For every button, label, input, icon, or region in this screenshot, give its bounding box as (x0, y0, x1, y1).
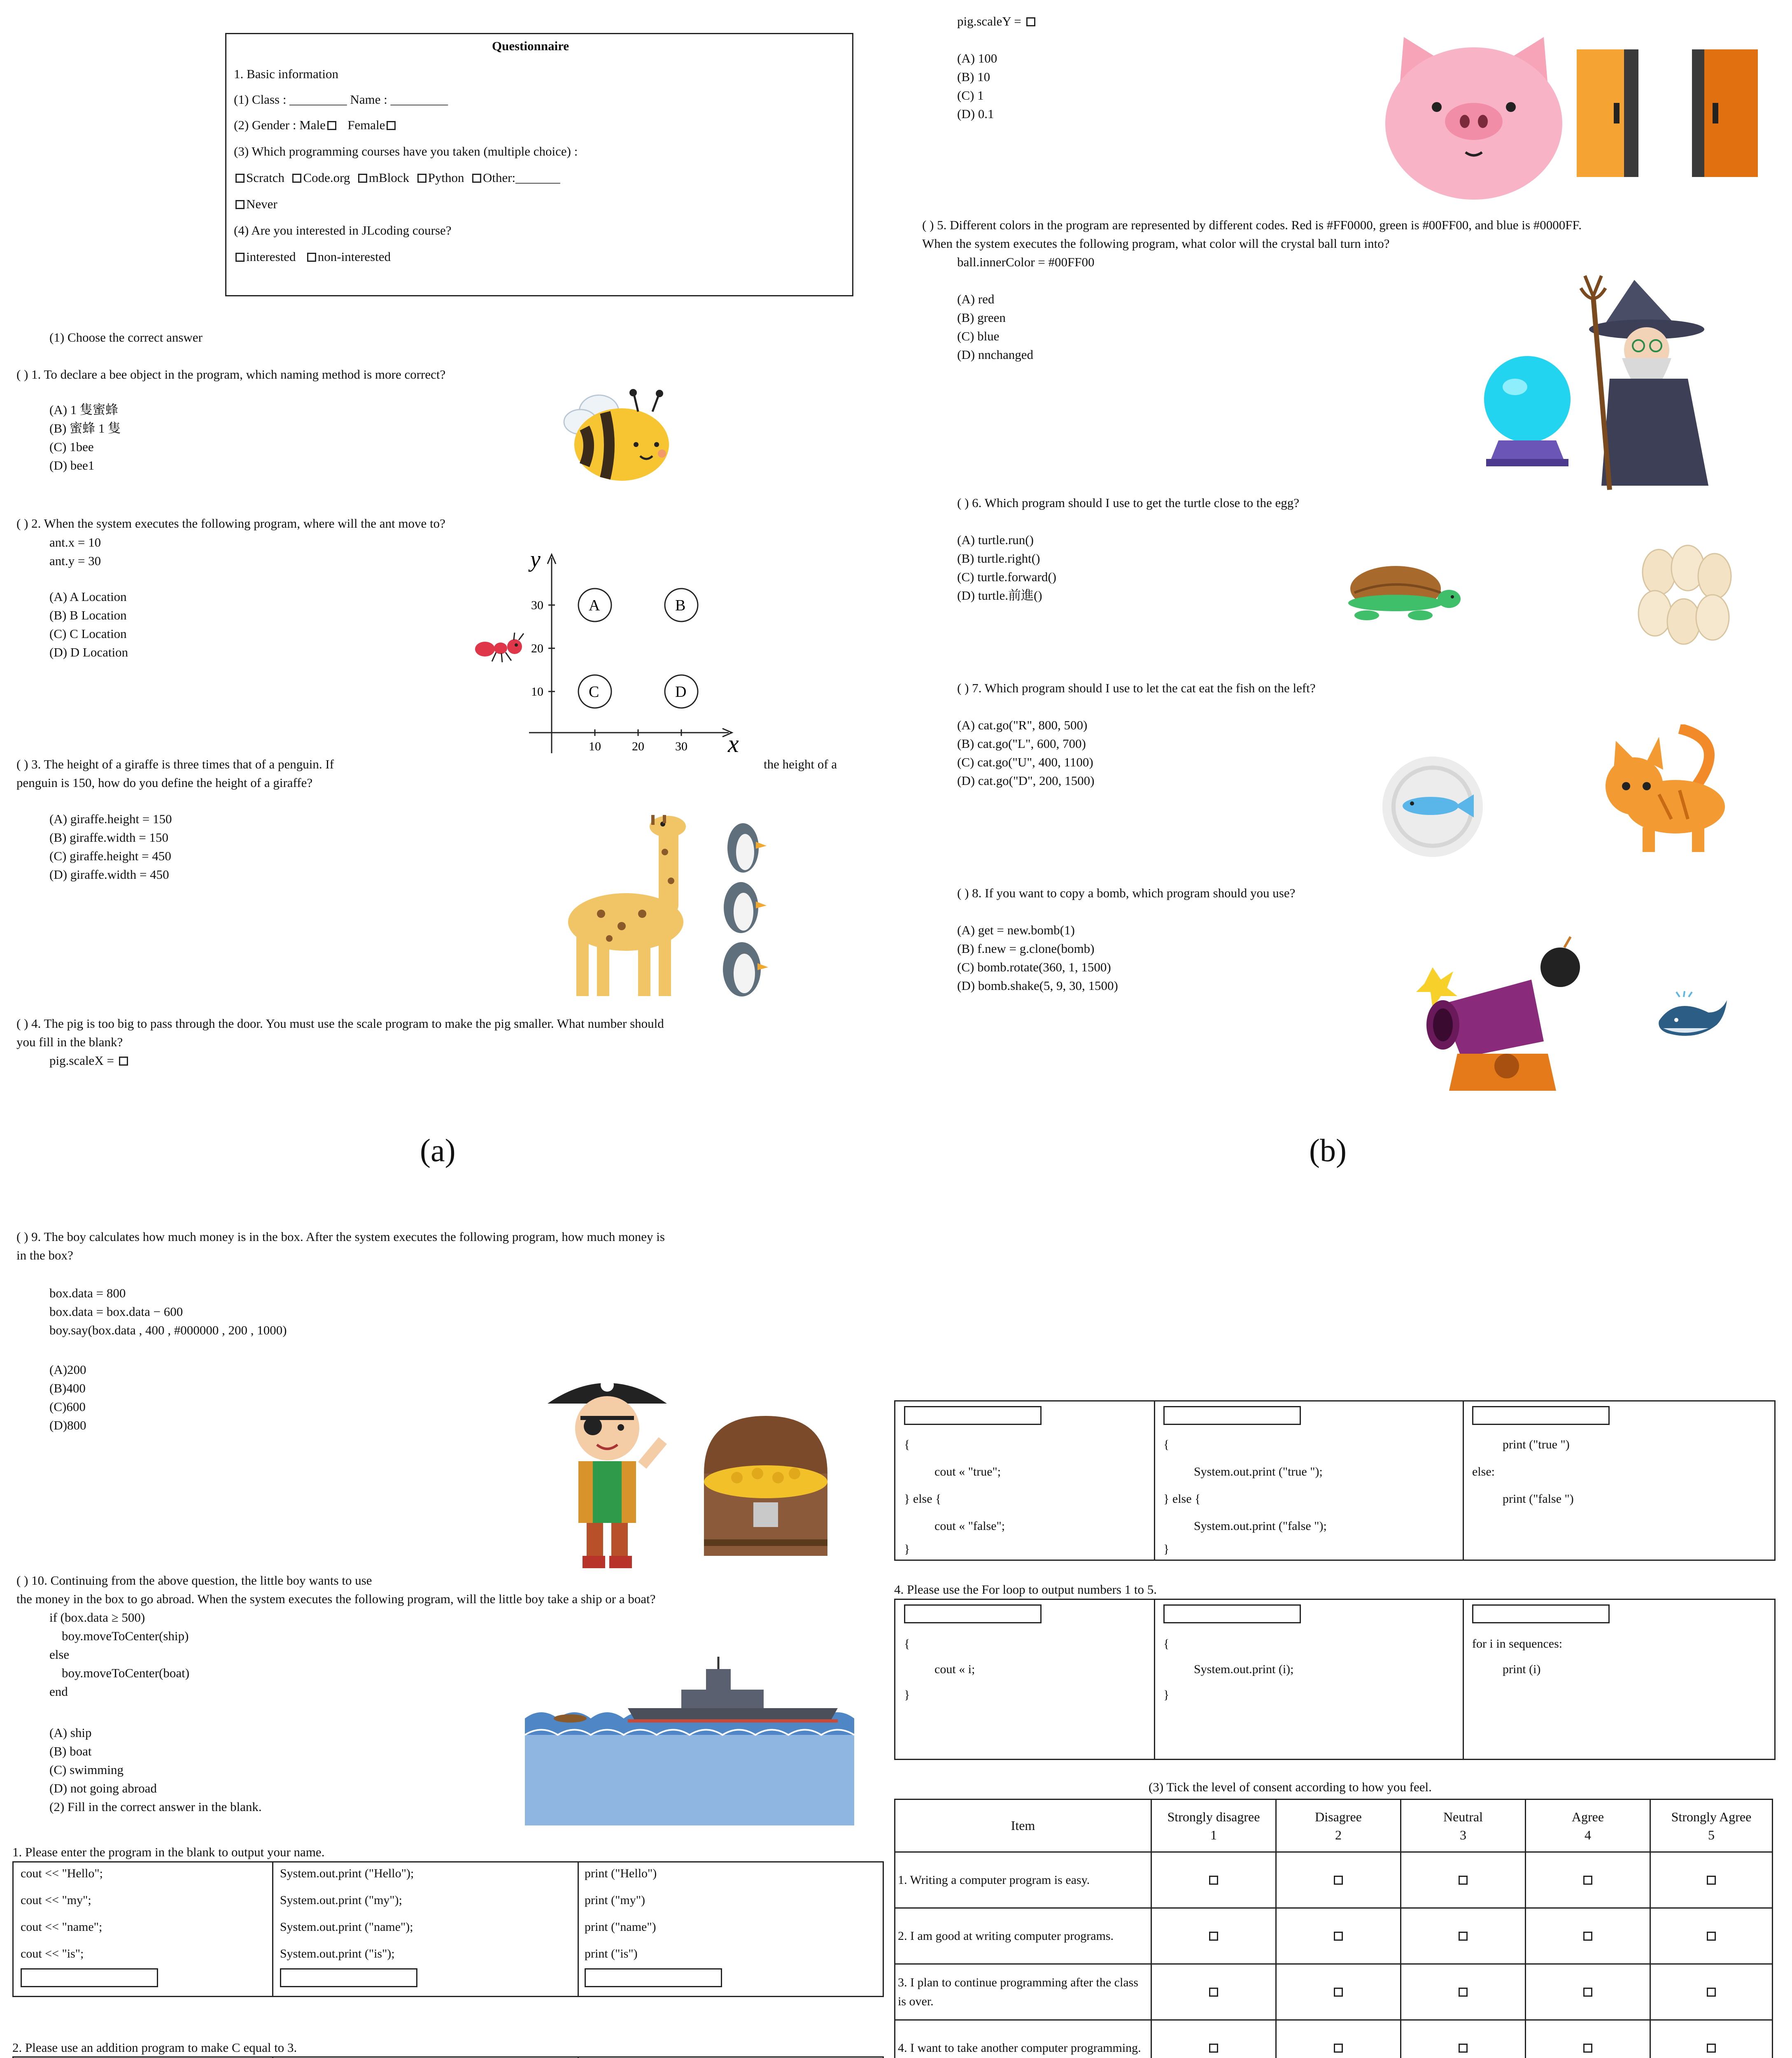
wizard-image (1577, 272, 1725, 494)
q7-c: (C) cat.go("U", 400, 1100) (957, 755, 1093, 769)
f1-c1-r3: cout << "name"; (21, 1920, 103, 1934)
q10-b: (B) boat (49, 1744, 92, 1758)
if-c3-r1: print ("true ") (1503, 1438, 1570, 1451)
r1-opt2-checkbox[interactable] (1334, 1876, 1343, 1885)
likert-table (894, 1799, 1773, 2058)
if-c2-r1: { (1163, 1438, 1170, 1451)
q8-d: (D) bomb.shake(5, 9, 30, 1500) (957, 978, 1118, 993)
interest-options (234, 249, 391, 265)
point-b-label: B (675, 597, 686, 614)
caption-a: (a) (420, 1132, 456, 1168)
never-checkbox[interactable] (235, 200, 245, 209)
q7-d: (D) cat.go("D", 200, 1500) (957, 773, 1095, 788)
q6-d: (D) turtle.前進() (957, 588, 1042, 603)
y-tick-30: 30 (531, 598, 543, 612)
q5-b: (B) green (957, 310, 1006, 325)
q9-code-1: box.data = 800 (49, 1286, 126, 1300)
q9-stem-2: in the box? (16, 1248, 73, 1262)
r1-opt1-checkbox[interactable] (1209, 1876, 1218, 1885)
f4-c2-r1: { (1163, 1637, 1170, 1651)
if-c2-input[interactable] (1163, 1406, 1301, 1425)
r3-opt4-checkbox[interactable] (1583, 1988, 1592, 1997)
mblock-label: mBlock (368, 170, 410, 185)
q4b-code (957, 13, 1037, 30)
door-image-1 (1577, 49, 1643, 181)
caption-b: (b) (1309, 1132, 1347, 1168)
if-c2-r3: } else { (1163, 1492, 1201, 1506)
q9-stem-1: ( ) 9. The boy calculates how much money is in the box. After the system executes the following program, how much money is (16, 1229, 665, 1244)
f4-c1-r1: { (904, 1637, 910, 1651)
f1-c1-input[interactable] (21, 1968, 158, 1987)
likert-row (895, 1964, 1773, 2020)
r4-opt2-checkbox[interactable] (1334, 2044, 1343, 2053)
f4-c1-r2: cout « i; (934, 1662, 975, 1676)
pig-image (1375, 21, 1573, 202)
q7-b: (B) cat.go("L", 600, 700) (957, 736, 1086, 751)
crystal-ball-image (1474, 354, 1581, 469)
q5-stem-2: When the system executes the following program, what color will the crystal ball turn into? (922, 236, 1390, 251)
likert-item-header: Item (1011, 1818, 1035, 1833)
q10-d: (D) not going abroad (49, 1781, 157, 1795)
f1-c2-r2: System.out.print ("my"); (280, 1893, 402, 1907)
q6-b: (B) turtle.right() (957, 551, 1040, 566)
scale-2-num: 2 (1335, 1827, 1342, 1842)
scratch-label: Scratch (246, 170, 284, 185)
q4-code (49, 1052, 130, 1069)
y-tick-10: 10 (531, 685, 543, 698)
r1-opt4-checkbox[interactable] (1583, 1876, 1592, 1885)
q10-code-5: end (49, 1684, 68, 1699)
q1-c: (C) 1bee (49, 440, 94, 454)
r4-opt4-checkbox[interactable] (1583, 2044, 1592, 2053)
q9-a: (A)200 (49, 1362, 86, 1377)
f4-c3-input[interactable] (1472, 1604, 1610, 1623)
f4-c3-r2: print (i) (1503, 1662, 1541, 1676)
codeorg-checkbox[interactable] (292, 174, 301, 183)
interested-checkbox[interactable] (235, 253, 245, 262)
q3-stem-2: the height of a (764, 757, 837, 771)
interest-question: (4) Are you interested in JLcoding course? (234, 223, 452, 237)
q6-stem: ( ) 6. Which program should I use to get the turtle close to the egg? (957, 496, 1300, 510)
q6-a: (A) turtle.run() (957, 533, 1034, 547)
treasure-chest-image (687, 1408, 844, 1564)
noninterested-label: non-interested (317, 249, 391, 264)
r2-opt3-checkbox[interactable] (1459, 1932, 1468, 1941)
likert-item-4: 4. I want to take another computer programming. (898, 2041, 1141, 2055)
likert-item-2: 2. I am good at writing computer programs. (898, 1929, 1114, 1943)
q2-b: (B) B Location (49, 608, 127, 622)
q1-d: (D) bee1 (49, 458, 95, 473)
fish-image (1379, 753, 1486, 860)
python-checkbox[interactable] (417, 174, 426, 183)
q9-b: (B)400 (49, 1381, 86, 1395)
q9-code-2: box.data = box.data − 600 (49, 1304, 183, 1319)
r3-opt2-checkbox[interactable] (1334, 1988, 1343, 1997)
q10-code-1: if (box.data ≥ 500) (49, 1610, 145, 1625)
q3-a: (A) giraffe.height = 150 (49, 812, 172, 826)
q10-c: (C) swimming (49, 1762, 124, 1777)
interested-label: interested (246, 249, 296, 264)
scale-4-num: 4 (1585, 1827, 1591, 1842)
q5-c: (C) blue (957, 329, 1000, 343)
q4b-a: (A) 100 (957, 51, 997, 65)
q10-stem-2: the money in the box to go abroad. When the system executes the following program, will the little boy take a ship or a boat? (16, 1592, 656, 1606)
f1-c3-r1: print ("Hello") (585, 1867, 657, 1880)
q10-a: (A) ship (49, 1725, 92, 1740)
giraffe-image (560, 815, 704, 1000)
courses-question: (3) Which programming courses have you taken (multiple choice) : (234, 144, 578, 158)
q10-code-3: else (49, 1647, 70, 1662)
other-label: Other:_______ (482, 170, 560, 185)
if-c1-r4: cout « "false"; (934, 1519, 1005, 1533)
whale-image (1651, 988, 1733, 1045)
likert-item-3: 3. I plan to continue programming after the class is over. (898, 1975, 1138, 2008)
mblock-checkbox[interactable] (358, 174, 367, 183)
likert-row (895, 2020, 1773, 2058)
f4-c1-input[interactable] (904, 1604, 1042, 1623)
f4-title: 4. Please use the For loop to output numbers 1 to 5. (894, 1582, 1157, 1597)
q4b-c: (C) 1 (957, 88, 984, 102)
scale-5-label: Strongly Agree (1671, 1809, 1752, 1824)
r2-opt5-checkbox[interactable] (1707, 1932, 1716, 1941)
scale-1-label: Strongly disagree (1167, 1809, 1260, 1824)
q8-stem: ( ) 8. If you want to copy a bomb, which program should you use? (957, 886, 1296, 900)
f2-title: 2. Please use an addition program to make C equal to 3. (12, 2040, 297, 2055)
q8-c: (C) bomb.rotate(360, 1, 1500) (957, 960, 1111, 974)
f1-c1-r1: cout << "Hello"; (21, 1867, 103, 1880)
penguins-image (716, 819, 770, 1000)
if-c1-r2: cout « "true"; (934, 1465, 1001, 1478)
cat-image (1597, 724, 1737, 860)
if-c2-r4: System.out.print ("false "); (1194, 1519, 1327, 1533)
bee-image (556, 383, 679, 486)
q3-stem-1: ( ) 3. The height of a giraffe is three times that of a penguin. If (16, 757, 334, 771)
f4-c2-r3: } (1163, 1688, 1170, 1702)
f1-c2-input[interactable] (280, 1968, 417, 1987)
scale-3-num: 3 (1460, 1827, 1466, 1842)
f1-c3-input[interactable] (585, 1968, 722, 1987)
q2-a: (A) A Location (49, 589, 127, 604)
f4-c1-r3: } (904, 1688, 910, 1702)
q6-c: (C) turtle.forward() (957, 570, 1057, 584)
q4b-b: (B) 10 (957, 70, 990, 84)
f2-table (12, 2056, 884, 2058)
if-c1-r5: } (904, 1542, 910, 1556)
scratch-checkbox[interactable] (235, 174, 245, 183)
q7-a: (A) cat.go("R", 800, 500) (957, 718, 1088, 732)
r4-opt1-checkbox[interactable] (1209, 2044, 1218, 2053)
f1-c2-r1: System.out.print ("Hello"); (280, 1867, 414, 1880)
f1-c3-r4: print ("is") (585, 1947, 638, 1960)
q4b-answer-box[interactable] (1026, 17, 1035, 26)
q3-stem-3: penguin is 150, how do you define the height of a giraffe? (16, 775, 313, 790)
scale-5-num: 5 (1708, 1827, 1715, 1842)
scale-4-label: Agree (1571, 1809, 1604, 1824)
scale-1-num: 1 (1210, 1827, 1217, 1842)
r3-opt5-checkbox[interactable] (1707, 1988, 1716, 1997)
section2-heading: (2) Fill in the correct answer in the blank. (49, 1800, 262, 1814)
r3-opt1-checkbox[interactable] (1209, 1988, 1218, 1997)
x-tick-20: 20 (632, 740, 644, 753)
section1-heading: (1) Choose the correct answer (49, 330, 203, 345)
basic-info: 1. Basic information (234, 67, 338, 81)
r3-opt3-checkbox[interactable] (1459, 1988, 1468, 1997)
q4-code-text: pig.scaleX = (49, 1053, 114, 1068)
q3-c: (C) giraffe.height = 450 (49, 849, 171, 863)
f1-c3-r2: print ("my") (585, 1893, 645, 1907)
r2-opt1-checkbox[interactable] (1209, 1932, 1218, 1941)
female-label: Female (347, 118, 385, 132)
f1-title: 1. Please enter the program in the blank to output your name. (12, 1845, 325, 1859)
q7-stem: ( ) 7. Which program should I use to let the cat eat the fish on the left? (957, 681, 1316, 695)
q2-code-2: ant.y = 30 (49, 554, 101, 568)
q1-stem: ( ) 1. To declare a bee object in the program, which naming method is more correct? (16, 367, 446, 382)
q1-b: (B) 蜜蜂 1 隻 (49, 421, 121, 435)
if-c1-r3: } else { (904, 1492, 941, 1506)
male-checkbox[interactable] (327, 121, 336, 130)
other-checkbox[interactable] (472, 174, 481, 183)
point-c-label: C (589, 683, 599, 701)
q4b-code-text: pig.scaleY = (957, 14, 1021, 28)
x-tick-10: 10 (589, 740, 601, 753)
if-c1-r1: { (904, 1438, 910, 1451)
f4-c2-r2: System.out.print (i); (1194, 1662, 1294, 1676)
r4-opt3-checkbox[interactable] (1459, 2044, 1468, 2053)
likert-row (895, 1908, 1773, 1964)
pirate-boy-image (539, 1367, 675, 1572)
questionnaire-title: Questionnaire (492, 39, 569, 53)
if-c2-r5: } (1163, 1542, 1170, 1556)
python-label: Python (428, 170, 464, 185)
if-c3-input[interactable] (1472, 1406, 1610, 1425)
r1-opt3-checkbox[interactable] (1459, 1876, 1468, 1885)
q9-d: (D)800 (49, 1418, 86, 1432)
q2-c: (C) C Location (49, 626, 127, 641)
q4-stem-2: you fill in the blank? (16, 1035, 123, 1049)
q4-answer-box[interactable] (119, 1057, 128, 1066)
turtle-image (1338, 560, 1461, 626)
if-c3-r2: else: (1472, 1465, 1495, 1478)
f1-c1-r2: cout << "my"; (21, 1893, 91, 1907)
q2-stem: ( ) 2. When the system executes the following program, where will the ant move to? (16, 516, 445, 531)
coordinate-plot (519, 545, 749, 764)
likert-row (895, 1852, 1773, 1908)
q3-d: (D) giraffe.width = 450 (49, 867, 169, 882)
gender-line (234, 117, 397, 133)
likert-item-1: 1. Writing a computer program is easy. (898, 1873, 1090, 1887)
cannon-image (1408, 934, 1606, 1099)
scale-2-label: Disagree (1315, 1809, 1362, 1824)
q1-a: (A) 1 隻蜜蜂 (49, 403, 119, 417)
f1-c2-r3: System.out.print ("name"); (280, 1920, 413, 1934)
likert-title: (3) Tick the level of consent according to how you feel. (1149, 1780, 1432, 1794)
q5-stem-1: ( ) 5. Different colors in the program are represented by different codes. Red is #FF0000, green is #00FF00, and blue is #0000FF. (922, 218, 1582, 232)
q2-code-1: ant.x = 10 (49, 535, 101, 549)
f4-c3-r1: for i in sequences: (1472, 1637, 1563, 1651)
door-image-2 (1692, 49, 1762, 181)
x-axis-label: x (728, 730, 739, 757)
female-checkbox[interactable] (387, 121, 396, 130)
q3-b: (B) giraffe.width = 150 (49, 830, 168, 845)
q5-d: (D) nnchanged (957, 347, 1034, 362)
y-axis-label: y (530, 547, 541, 572)
f1-c2-r4: System.out.print ("is"); (280, 1947, 395, 1960)
q9-c: (C)600 (49, 1399, 86, 1414)
y-tick-20: 20 (531, 642, 543, 655)
q4b-d: (D) 0.1 (957, 107, 994, 121)
f1-c3-r3: print ("name") (585, 1920, 656, 1934)
f1-c1-r4: cout << "is"; (21, 1947, 84, 1960)
scale-3-label: Neutral (1443, 1809, 1483, 1824)
never-label: Never (246, 197, 277, 211)
courses-options (234, 170, 560, 186)
q10-code-2: boy.moveToCenter(ship) (62, 1629, 189, 1643)
eggs-image (1630, 543, 1737, 654)
class-name-line: (1) Class : _________ Name : _________ (234, 92, 448, 107)
r2-opt2-checkbox[interactable] (1334, 1932, 1343, 1941)
q4-stem-1: ( ) 4. The pig is too big to pass through the door. You must use the scale program to make the pig smaller. What number should (16, 1016, 664, 1031)
q5-code: ball.innerColor = #00FF00 (957, 255, 1095, 269)
q10-stem-1: ( ) 10. Continuing from the above question, the little boy wants to use (16, 1573, 372, 1588)
codeorg-label: Code.org (303, 170, 350, 185)
noninterested-checkbox[interactable] (307, 253, 316, 262)
r4-opt5-checkbox[interactable] (1707, 2044, 1716, 2053)
ship-image (525, 1657, 854, 1825)
never-option (234, 196, 277, 212)
r1-opt5-checkbox[interactable] (1707, 1876, 1716, 1885)
if-c1-input[interactable] (904, 1406, 1042, 1425)
if-c2-r2: System.out.print ("true "); (1194, 1465, 1323, 1478)
point-a-label: A (589, 597, 600, 614)
x-tick-30: 30 (675, 740, 687, 753)
q2-d: (D) D Location (49, 645, 128, 659)
f4-c2-input[interactable] (1163, 1604, 1301, 1623)
q5-a: (A) red (957, 292, 995, 306)
point-d-label: D (675, 683, 687, 701)
if-c3-r3: print ("false ") (1503, 1492, 1574, 1506)
q9-code-3: boy.say(box.data , 400 , #000000 , 200 , 1000) (49, 1323, 287, 1337)
q10-code-4: boy.moveToCenter(boat) (62, 1666, 190, 1680)
gender-label: (2) Gender : Male (234, 118, 326, 132)
q8-b: (B) f.new = g.clone(bomb) (957, 941, 1095, 956)
q8-a: (A) get = new.bomb(1) (957, 923, 1075, 937)
r2-opt4-checkbox[interactable] (1583, 1932, 1592, 1941)
